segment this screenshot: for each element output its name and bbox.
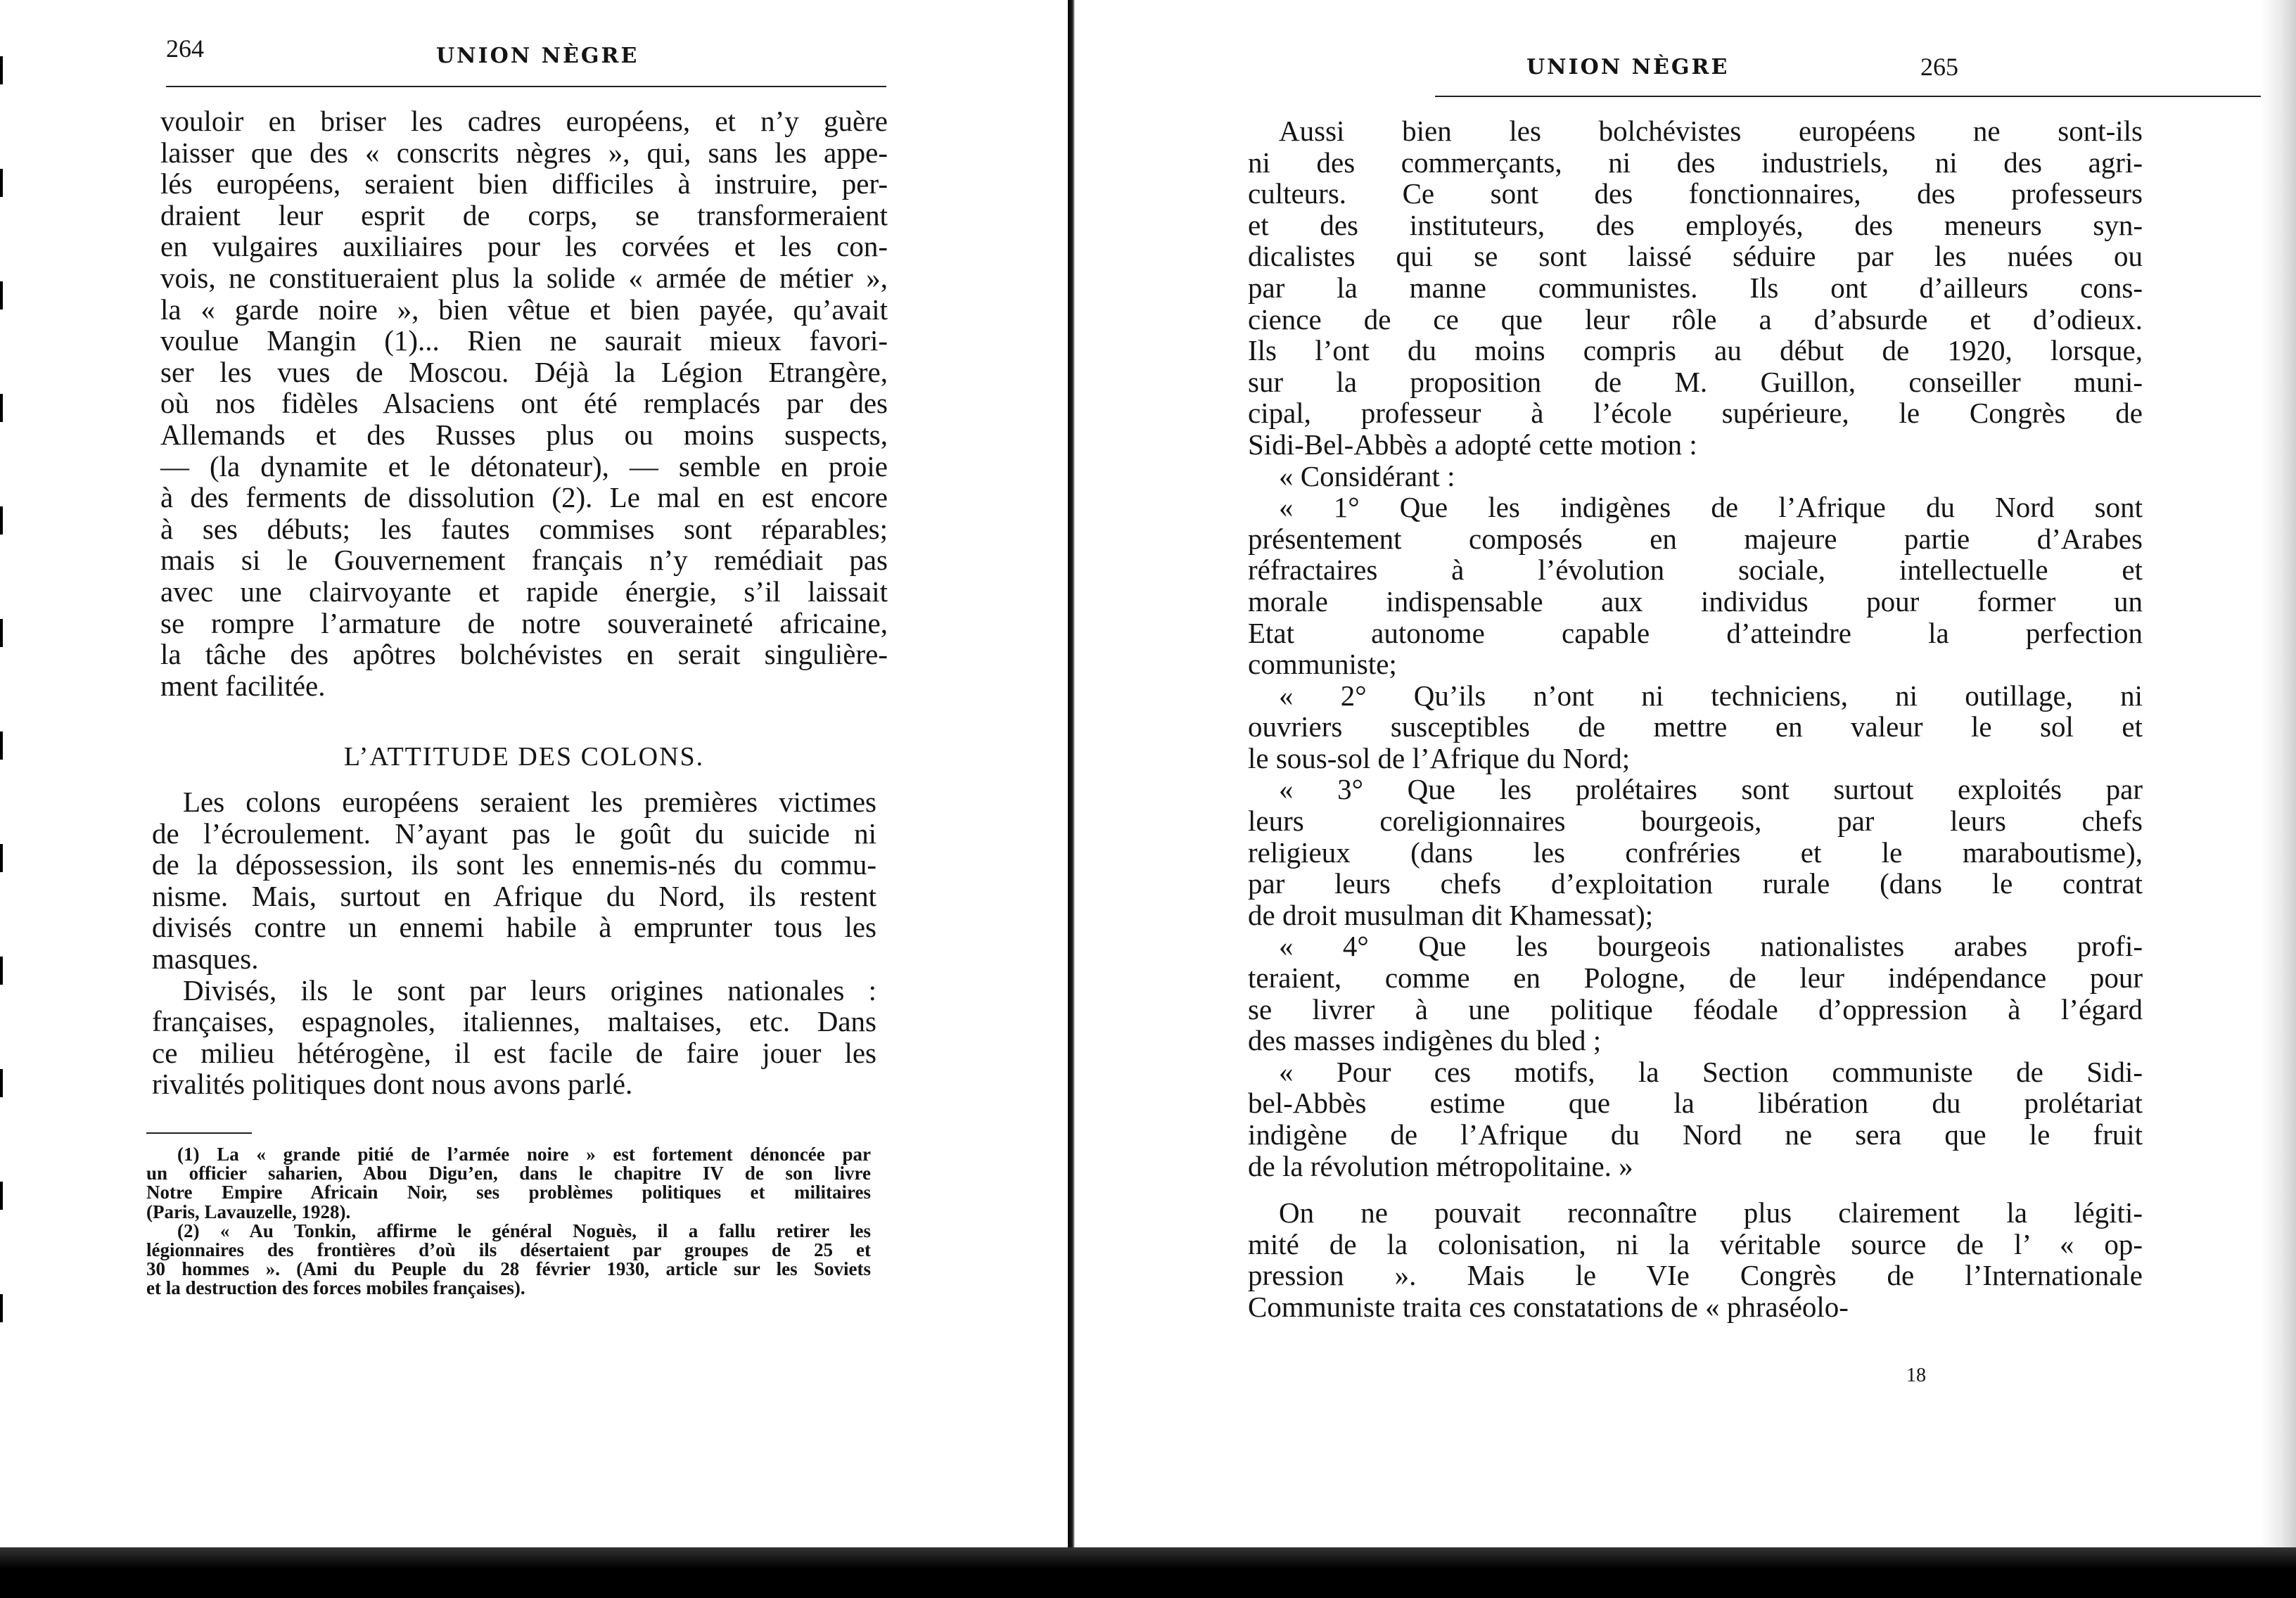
body-line: de la révolution métropolitaine. »	[1248, 1149, 1633, 1182]
body-line: Allemands et des Russes plus ou moins suspects,	[160, 418, 888, 451]
section-title: L’ATTITUDE DES COLONS.	[343, 742, 705, 772]
footnote-line: un officier saharien, Abou Digu’en, dans le chapitre IV de son livre	[146, 1163, 871, 1184]
body-line: religieux (dans les confréries et le maraboutisme),	[1248, 836, 2143, 869]
footnote-line: 30 hommes ». (Ami du Peuple du 28 février 1930, article sur les Soviets	[146, 1258, 871, 1280]
left-section-text	[152, 786, 876, 1100]
body-line: laisser que des « conscrits nègres », qui, sans les appe-	[160, 136, 888, 169]
body-line: avec une clairvoyante et rapide énergie, s’il laissait	[160, 575, 888, 608]
body-line: culteurs. Ce sont des fonctionnaires, des professeurs	[1248, 177, 2143, 210]
footnote-line: Notre Empire Africain Noir, ses problèmes politiques et militaires	[146, 1182, 871, 1203]
body-line: « Pour ces motifs, la Section communiste de Sidi-	[1279, 1055, 2143, 1088]
body-line: se livrer à une politique féodale d’oppression à l’égard	[1248, 992, 2143, 1025]
scan-bottom-band	[0, 1547, 2296, 1598]
body-line: Ils l’ont du moins compris au début de 1920, lorsque,	[1248, 334, 2143, 367]
body-line: On ne pouvait reconnaître plus clairement la légiti-	[1279, 1196, 2143, 1229]
footnote-line: légionnaires des frontières d’où ils désertaient par groupes de 25 et	[146, 1239, 871, 1261]
body-line: le sous-sol de l’Afrique du Nord;	[1248, 741, 1631, 774]
body-line: ser les vues de Moscou. Déjà la Légion Etrangère,	[160, 355, 888, 388]
section-line: nisme. Mais, surtout en Afrique du Nord, ils restent	[152, 879, 876, 912]
body-line: réfractaires à l’évolution sociale, intellectuelle et	[1248, 554, 2143, 587]
left-body-text	[160, 106, 888, 701]
footnotes	[146, 1145, 871, 1298]
footnote-line: et la destruction des forces mobiles françaises).	[146, 1277, 525, 1299]
footnote-line: (1) La « grande pitié de l’armée noire » est fortement dénoncée par	[177, 1144, 871, 1165]
body-line: draient leur esprit de corps, se transformeraient	[160, 198, 888, 231]
body-line: Etat autonome capable d’atteindre la perfection	[1248, 616, 2143, 649]
body-line: Sidi-Bel-Abbès a adopté cette motion :	[1248, 428, 1697, 461]
body-line: des masses indigènes du bled ;	[1248, 1024, 1602, 1057]
page-edge-shadow	[2261, 0, 2296, 1598]
body-line: teraient, comme en Pologne, de leur indépendance pour	[1248, 961, 2143, 995]
section-line: rivalités politiques dont nous avons parlé.	[152, 1068, 633, 1101]
body-line: « 4° Que les bourgeois nationalistes arabes profi-	[1279, 930, 2143, 963]
signature-mark: 18	[1906, 1364, 1926, 1386]
body-line: morale indispensable aux individus pour former un	[1248, 584, 2143, 618]
section-line: ce milieu hétérogène, il est facile de faire jouer les	[152, 1036, 876, 1069]
body-line: bel-Abbès estime que la libération du prolétariat	[1248, 1087, 2143, 1120]
body-line: indigène de l’Afrique du Nord ne sera que le fruit	[1248, 1118, 2143, 1151]
page-number-right: 265	[1920, 53, 1958, 81]
body-line: vois, ne constitueraient plus la solide « armée de métier »,	[160, 261, 888, 294]
body-line: lés européens, seraient bien difficiles à instruire, per-	[160, 167, 888, 200]
running-head-left: UNION NÈGRE	[436, 44, 639, 68]
body-line: cience de ce que leur rôle a d’absurde et d’odieux.	[1248, 302, 2143, 335]
body-line: sur la proposition de M. Guillon, conseiller muni-	[1248, 365, 2143, 398]
body-line: ment facilitée.	[160, 669, 326, 702]
section-line: françaises, espagnoles, italiennes, maltaises, etc. Dans	[152, 1005, 876, 1038]
body-line: mité de la colonisation, ni la véritable source de l’ « op-	[1248, 1227, 2143, 1260]
body-line: voulue Mangin (1)... Rien ne saurait mieux favori-	[160, 324, 888, 357]
body-line: et des instituteurs, des employés, des meneurs syn-	[1248, 208, 2143, 241]
body-line: Communiste traita ces constatations de « phraséolo-	[1248, 1290, 1849, 1323]
section-line: masques.	[152, 942, 259, 975]
body-line: à des ferments de dissolution (2). Le mal en est encore	[160, 481, 888, 514]
right-page	[1076, 0, 2296, 1598]
body-line: présentement composés en majeure partie d’Arabes	[1248, 522, 2143, 555]
body-line: à ses débuts; les fautes commises sont réparables;	[160, 512, 888, 545]
page-number-left: 264	[166, 34, 204, 63]
right-body-text	[1248, 115, 2143, 1323]
body-line: « 3° Que les prolétaires sont surtout exploités par	[1279, 773, 2143, 806]
section-line: Divisés, ils le sont par leurs origines nationales :	[183, 973, 876, 1006]
head-rule-right	[1435, 96, 2296, 97]
body-line: par la manne communistes. Ils ont d’ailleurs cons-	[1248, 271, 2143, 304]
body-line: mais si le Gouvernement français n’y remédiait pas	[160, 544, 888, 577]
body-line: leurs coreligionnaires bourgeois, par leurs chefs	[1248, 805, 2143, 838]
head-rule-left	[166, 86, 886, 87]
body-line: ni des commerçants, ni des industriels, ni des agri-	[1248, 146, 2143, 179]
section-line: de la dépossession, ils sont les ennemis-nés du commu-	[152, 848, 876, 881]
body-line: « 1° Que les indigènes de l’Afrique du Nord sont	[1279, 491, 2143, 524]
section-line: divisés contre un ennemi habile à emprunter tous les	[152, 911, 876, 944]
body-line: « 2° Qu’ils n’ont ni techniciens, ni outillage, ni	[1279, 679, 2143, 712]
body-line: en vulgaires auxiliaires pour les corvées et les con-	[160, 230, 888, 263]
body-line: la « garde noire », bien vêtue et bien payée, qu’avait	[160, 293, 888, 326]
body-line: où nos fidèles Alsaciens ont été remplacés par des	[160, 387, 888, 420]
body-line: vouloir en briser les cadres européens, et n’y guère	[160, 105, 888, 137]
body-line: « Considérant :	[1279, 459, 1455, 492]
footnote-line: (2) « Au Tonkin, affirme le général Noguès, il a fallu retirer les	[177, 1220, 871, 1241]
running-head-right: UNION NÈGRE	[1526, 55, 1730, 79]
book-gutter	[1068, 0, 1075, 1598]
section-line: Les colons européens seraient les premières victimes	[183, 786, 876, 818]
body-line: de droit musulman dit Khamessat);	[1248, 898, 1654, 931]
body-line: — (la dynamite et le détonateur), — semble en proie	[160, 449, 888, 482]
section-line: de l’écroulement. N’ayant pas le goût du suicide ni	[152, 817, 876, 850]
body-line: dicalistes qui se sont laissé séduire par les nuées ou	[1248, 240, 2143, 273]
body-line: par leurs chefs d’exploitation rurale (dans le contrat	[1248, 867, 2143, 900]
left-page	[0, 0, 1076, 1598]
footnote-rule	[146, 1132, 252, 1134]
body-line: cipal, professeur à l’école supérieure, le Congrès de	[1248, 397, 2143, 430]
body-line: se rompre l’armature de notre souveraineté africaine,	[160, 606, 888, 639]
footnote-line: (Paris, Lavauzelle, 1928).	[146, 1201, 351, 1222]
body-line: Aussi bien les bolchévistes européens ne sont-ils	[1279, 115, 2143, 147]
body-line: communiste;	[1248, 648, 1397, 681]
body-line: la tâche des apôtres bolchévistes en serait singulière-	[160, 638, 888, 671]
body-line: ouvriers susceptibles de mettre en valeur le sol et	[1248, 710, 2143, 743]
body-line: pression ». Mais le VIe Congrès de l’Internationale	[1248, 1259, 2143, 1292]
